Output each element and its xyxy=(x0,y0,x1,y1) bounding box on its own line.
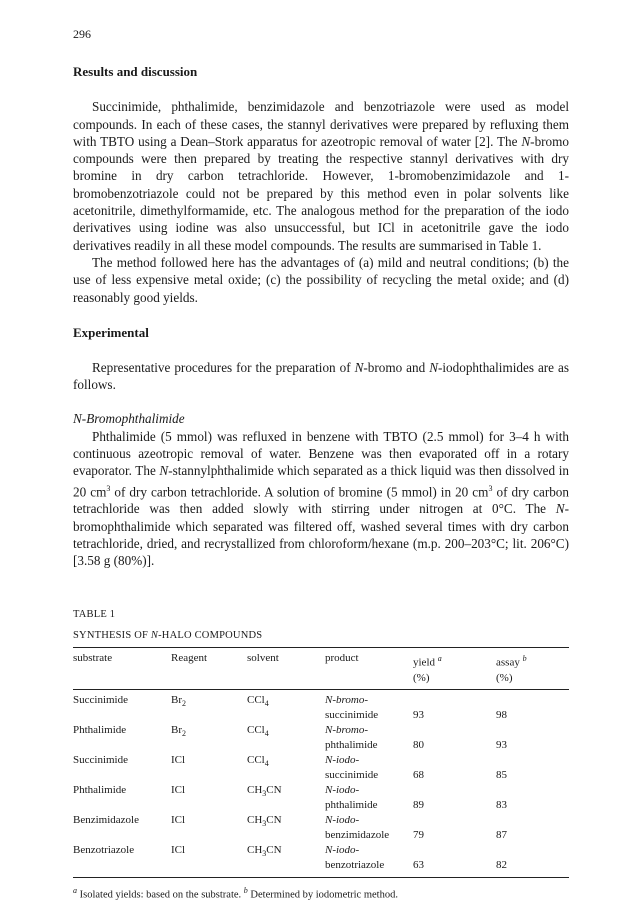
cell-substrate: Phthalimide xyxy=(73,723,127,736)
cell-product: N-iodo- phthalimide xyxy=(325,783,378,811)
cell-solvent: CCl$_4$ xyxy=(247,753,269,768)
table-footnote: $^a$ Isolated yields: based on the substrate. $^b$ Determined by iodometric method. xyxy=(73,885,398,901)
table-row xyxy=(73,813,569,843)
results-paragraph-2: The method followed here has the advantages of (a) mild and neutral conditions; (b) the use of less expensive metal oxide; (c) the possibility of recycling the metal oxide; and (d) reasonably good yields. xyxy=(73,254,569,305)
page-number: 296 xyxy=(73,27,91,41)
cell-substrate: Benzotriazole xyxy=(73,843,135,856)
cell-assay: 93 xyxy=(496,738,507,751)
cell-reagent: $Br_2$ xyxy=(171,723,186,738)
table-rule xyxy=(73,877,569,878)
cell-assay: 87 xyxy=(496,828,507,841)
cell-solvent: CCl$_4$ xyxy=(247,693,269,708)
cell-substrate: Phthalimide xyxy=(73,783,127,796)
header-solvent: solvent xyxy=(247,652,279,665)
header-assay: assay $^b$ (%) xyxy=(496,654,527,684)
cell-substrate: Succinimide xyxy=(73,693,128,706)
cell-reagent: ICl xyxy=(171,813,186,826)
cell-yield: 68 xyxy=(413,768,424,781)
table-title: SYNTHESIS OF N-HALO COMPOUNDS xyxy=(73,629,263,641)
cell-assay: 98 xyxy=(496,708,507,721)
cell-solvent: $CH_3CN$ xyxy=(247,843,282,858)
cell-assay: 83 xyxy=(496,798,507,811)
cell-assay: 82 xyxy=(496,858,507,871)
cell-reagent: $Br_2$ xyxy=(171,693,186,708)
cell-solvent: $CH_3CN$ xyxy=(247,783,282,798)
cell-product: N-bromo- phthalimide xyxy=(325,723,378,751)
cell-product: N-bromo- succinimide xyxy=(325,693,379,721)
page xyxy=(73,26,569,904)
header-reagent: Reagent xyxy=(171,652,208,665)
header-substrate: substrate xyxy=(73,652,113,665)
experimental-paragraph-1: Representative procedures for the preparation of N-bromo and N-iodophthalimides are as follows. xyxy=(73,359,569,393)
cell-solvent: $CH_3CN$ xyxy=(247,813,282,828)
cell-yield: 79 xyxy=(413,828,424,841)
bromophthalimide-subheading: N-Bromophthalimide xyxy=(73,411,185,427)
cell-reagent: ICl xyxy=(171,753,186,766)
cell-yield: 63 xyxy=(413,858,424,871)
cell-product: N-iodo- benzimidazole xyxy=(325,813,390,841)
header-product: product xyxy=(325,652,359,665)
experimental-heading: Experimental xyxy=(73,324,149,340)
cell-yield: 80 xyxy=(413,738,424,751)
cell-yield: 89 xyxy=(413,798,424,811)
header-yield: yield $^a$ (%) xyxy=(413,654,442,684)
table-body xyxy=(73,689,569,873)
cell-substrate: Succinimide xyxy=(73,753,128,766)
cell-reagent: ICl xyxy=(171,783,186,796)
table-row xyxy=(73,843,569,873)
cell-yield: 93 xyxy=(413,708,424,721)
table-label: TABLE 1 xyxy=(73,608,116,620)
synthesis-table xyxy=(73,647,569,873)
cell-substrate: Benzimidazole xyxy=(73,813,139,826)
table-row xyxy=(73,783,569,813)
table-row xyxy=(73,689,569,723)
cell-reagent: ICl xyxy=(171,843,186,856)
bromophthalimide-procedure: Phthalimide (5 mmol) was refluxed in benzene with TBTO (2.5 mmol) for 3–4 h with continuous azeotropic removal of water. Benzene was then evaporated off in a rotary evaporator. The N-stannylphthalimide which separated as a thick liquid was then dissolved in 20 $cm^3$ of dry carbon tetrachloride. A solution of bromine (5 mmol) in 20 $cm^3$ of dry carbon tetrachloride was then added slowly with stirring under nitrogen at 0°C. The N-bromophthalimide which separated was filtered off, washed several times with dry carbon tetrachloride, dried, and recrystallized from chloroform/hexane (m.p. 200–203°C; lit. 206°C) [3.58 g (80%)]. xyxy=(73,428,569,569)
table-row xyxy=(73,753,569,783)
cell-assay: 85 xyxy=(496,768,507,781)
cell-product: N-iodo- succinimide xyxy=(325,753,379,781)
cell-solvent: CCl$_4$ xyxy=(247,723,269,738)
results-heading: Results and discussion xyxy=(73,64,198,80)
cell-product: N-iodo- benzotriazole xyxy=(325,843,385,871)
results-paragraph-1: Succinimide, phthalimide, benzimidazole and benzotriazole were used as model compounds. In each of these cases, the stannyl derivatives were prepared by refluxing them with TBTO using a Dean–Stork apparatus for azeotropic removal of water [2]. The N-bromo compounds were then prepared by treating the respective stannyl derivatives with dry bromine in dry carbon tetrachloride. However, 1-bromobenzimidazole and 1-bromobenzotriazole could not be prepared by this method even in polar solvents like acetonitrile, dimethylformamide, etc. The analogous method for the preparation of the iodo derivatives using iodine was also unsuccessful, but ICl in acetonitrile gave the iodo derivatives readily in all these model compounds. The results are summarised in Table 1. xyxy=(73,99,569,253)
table-row xyxy=(73,723,569,753)
